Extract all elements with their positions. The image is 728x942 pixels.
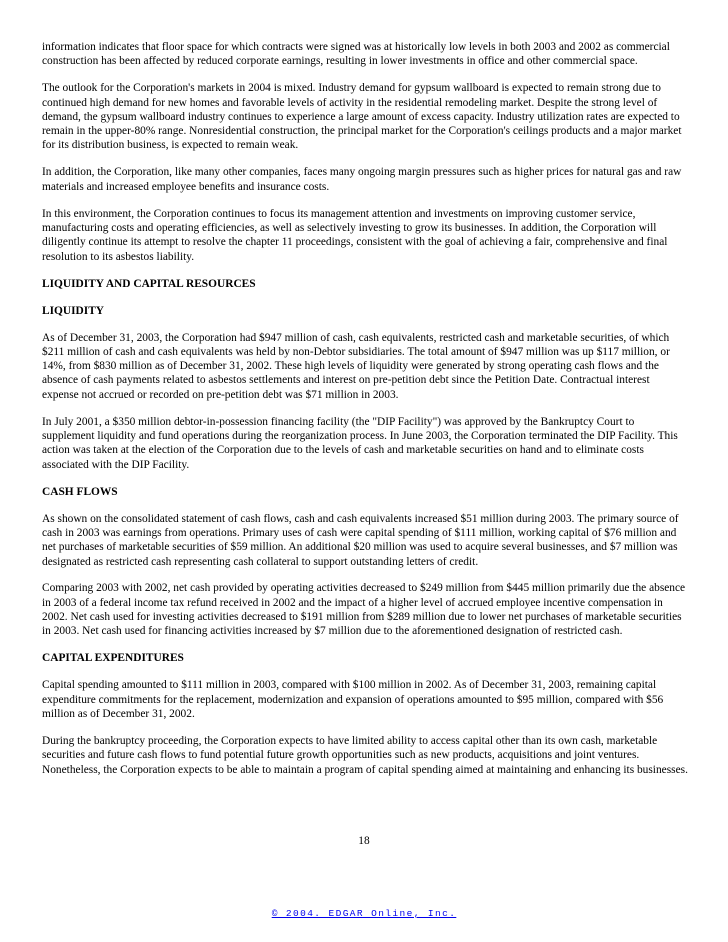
heading-cash-flows: CASH FLOWS xyxy=(42,485,118,498)
document-body xyxy=(42,40,688,790)
paragraph-cash-flows-comparison: Comparing 2003 with 2002, net cash provided by operating activities decreased to $249 million from $445 million primarily due the absence in 2003 of a federal income tax refund received in 2002 and the impact of a higher level of accrued employee incentive compensation in 2002. Net cash used for investing activities decreased to $191 million from $289 million due to lower net purchases of marketable securities in 2003. Net cash used for financing activities increased by $7 million due to the aforementioned designation of restricted cash. xyxy=(42,582,686,638)
paragraph-floor-space: information indicates that floor space for which contracts were signed was at historically low levels in both 2003 and 2002 as commercial construction has been affected by reduced corporate earnings, resulting in lower investments in office and other commercial space. xyxy=(42,41,670,68)
heading-liquidity: LIQUIDITY xyxy=(42,304,105,317)
edgar-online-copyright-link[interactable]: © 2004. EDGAR Online, Inc. xyxy=(271,908,457,919)
paragraph-margin-pressures: In addition, the Corporation, like many other companies, faces many ongoing margin pressures such as higher prices for natural gas and raw materials and increased employee benefits and insurance costs. xyxy=(42,166,682,193)
heading-liquidity-capital-resources: LIQUIDITY AND CAPITAL RESOURCES xyxy=(42,277,256,290)
page-number: 18 xyxy=(358,835,370,847)
paragraph-environment: In this environment, the Corporation continues to focus its management attention and investments on improving customer service, manufacturing costs and operating efficiencies, as well as selectively investing to grow its businesses. In addition, the Corporation will diligently continue its attempt to resolve the chapter 11 proceedings, consistent with the goal of achieving a fair, comprehensive and final resolution to its asbestos liability. xyxy=(42,207,668,263)
paragraph-capital-spending: Capital spending amounted to $111 million in 2003, compared with $100 million in 2002. As of December 31, 2003, remaining capital expenditure commitments for the replacement, modernization and expansion of operations amounted to $95 million, compared with $56 million as of December 31, 2002. xyxy=(42,679,664,720)
paragraph-outlook-2004: The outlook for the Corporation's markets in 2004 is mixed. Industry demand for gypsum wallboard is expected to remain strong due to continued high demand for new homes and favorable levels of activity in the residential remodeling market. Despite the strong level of demand, the gypsum wallboard industry continues to experience a large amount of excess capacity. Industry utilization rates are expected to remain in the upper-80% range. Nonresidential construction, the principal market for the Corporation's ceilings products and a major market for its distribution business, is expected to remain weak. xyxy=(42,82,682,152)
paragraph-dip-facility: In July 2001, a $350 million debtor-in-possession financing facility (the "DIP Facility") was approved by the Bankruptcy Court to supplement liquidity and fund operations during the reorganization process. In June 2003, the Corporation terminated the DIP Facility. This action was taken at the election of the Corporation due to the levels of cash and marketable securities on hand and to eliminate costs associated with the DIP Facility. xyxy=(42,415,678,471)
heading-capital-expenditures: CAPITAL EXPENDITURES xyxy=(42,652,184,665)
paragraph-cash-position: As of December 31, 2003, the Corporation had $947 million of cash, cash equivalents, restricted cash and marketable securities, of which $211 million of cash and cash equivalents was held by non-Debtor subsidiaries. The total amount of $947 million was up $117 million, or 14%, from $830 million as of December 31, 2002. These high levels of liquidity were generated by strong operating cash flows and the absence of cash payments related to asbestos settlements and interest on pre-petition debt since the Petition Date. Contractual interest expense not accrued or recorded on pre-petition debt was $71 million in 2003. xyxy=(42,331,670,401)
paragraph-bankruptcy-capital: During the bankruptcy proceeding, the Corporation expects to have limited ability to access capital other than its own cash, marketable securities and future cash flows to fund potential future growth opportunities such as new products, acquisitions and joint ventures. Nonetheless, the Corporation expects to be able to maintain a program of capital spending aimed at maintaining and enhancing its businesses. xyxy=(42,734,688,776)
paragraph-cash-flows-2003: As shown on the consolidated statement of cash flows, cash and cash equivalents increased $51 million during 2003. The primary source of cash in 2003 was earnings from operations. Primary uses of cash were capital spending of $111 million, working capital of $76 million and net purchases of marketable securities of $59 million. An additional $20 million was used to acquire several businesses, and $7 million was designated as restricted cash representing cash collateral to support outstanding letters of credit. xyxy=(42,512,679,568)
footer xyxy=(0,908,728,920)
